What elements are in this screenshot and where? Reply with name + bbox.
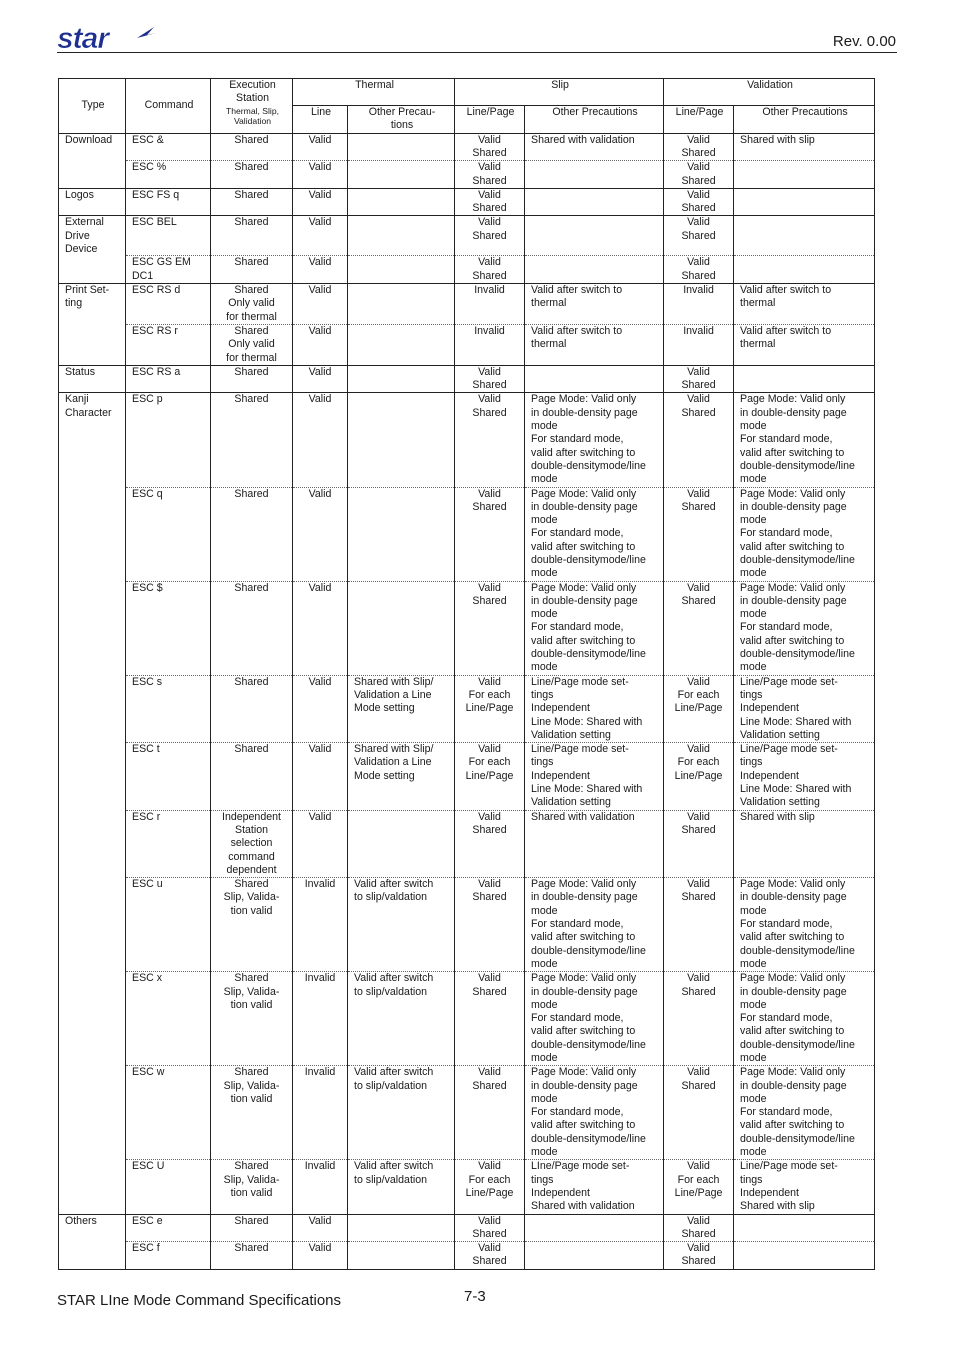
cell-cmd: ESC f xyxy=(126,1242,211,1270)
cell-slip-other xyxy=(525,256,664,284)
star-logo-text: star xyxy=(57,24,109,52)
cell-th-other xyxy=(348,365,455,393)
cell-type: Download xyxy=(59,133,126,188)
cell-slip-lp: Valid Shared xyxy=(455,256,525,284)
star-logo-swoosh xyxy=(137,27,156,38)
cell-th-other: Shared with Slip/ Validation a Line Mode setting xyxy=(348,675,455,742)
cell-val-lp: Valid Shared xyxy=(664,216,734,256)
cell-exec: Shared xyxy=(211,743,293,810)
cell-th-line: Valid xyxy=(293,188,348,216)
cell-cmd: ESC $ xyxy=(126,581,211,675)
table-row xyxy=(59,878,875,972)
cell-val-lp: Valid For each Line/Page xyxy=(664,743,734,810)
cell-exec: Shared xyxy=(211,365,293,393)
cell-slip-other: Page Mode: Valid only in double-density page mode For standard mode, valid after switching to double-densitymode/line mode xyxy=(525,878,664,972)
cell-exec: Shared Slip, Valida- tion valid xyxy=(211,972,293,1066)
cell-th-line: Valid xyxy=(293,487,348,581)
table-row xyxy=(59,324,875,365)
cell-th-line: Valid xyxy=(293,133,348,161)
cell-cmd: ESC t xyxy=(126,743,211,810)
cell-cmd: ESC x xyxy=(126,972,211,1066)
cell-slip-lp: Valid Shared xyxy=(455,1214,525,1242)
cell-cmd: ESC q xyxy=(126,487,211,581)
cell-th-line: Valid xyxy=(293,1214,348,1242)
cell-exec: Shared xyxy=(211,1242,293,1270)
table-row xyxy=(59,216,875,256)
header-execution-sub xyxy=(211,106,293,134)
cell-val-lp: Valid Shared xyxy=(664,810,734,877)
cell-exec: Independent Station selection command dependent xyxy=(211,810,293,877)
table-row xyxy=(59,365,875,393)
cell-slip-other xyxy=(525,161,664,189)
cell-slip-lp: Valid Shared xyxy=(455,810,525,877)
footer-page-number: 7-3 xyxy=(464,1288,486,1305)
cell-cmd: ESC w xyxy=(126,1066,211,1160)
cell-cmd: ESC u xyxy=(126,878,211,972)
cell-th-other xyxy=(348,1214,455,1242)
cell-cmd: ESC RS d xyxy=(126,284,211,325)
cell-th-other xyxy=(348,324,455,365)
cell-slip-lp: Valid Shared xyxy=(455,161,525,189)
cell-val-lp: Valid Shared xyxy=(664,878,734,972)
cell-exec: Shared Slip, Valida- tion valid xyxy=(211,1066,293,1160)
cell-type: Status xyxy=(59,365,126,393)
header-thermal-line: Line xyxy=(293,106,348,134)
cell-cmd: ESC U xyxy=(126,1160,211,1214)
cell-exec: Shared xyxy=(211,216,293,256)
cell-cmd: ESC & xyxy=(126,133,211,161)
cell-val-lp: Valid Shared xyxy=(664,161,734,189)
cell-val-lp: Valid Shared xyxy=(664,1242,734,1270)
cell-th-line: Invalid xyxy=(293,1066,348,1160)
cell-slip-other xyxy=(525,216,664,256)
cell-th-other xyxy=(348,1242,455,1270)
cell-exec: Shared xyxy=(211,675,293,742)
cell-th-other: Valid after switch to slip/valdation xyxy=(348,878,455,972)
table-header-row-1 xyxy=(59,79,875,106)
cell-slip-lp: Valid Shared xyxy=(455,216,525,256)
cell-slip-lp: Invalid xyxy=(455,284,525,325)
cell-exec: Shared xyxy=(211,188,293,216)
cell-slip-other: Valid after switch to thermal xyxy=(525,284,664,325)
cell-val-other: Valid after switch to thermal xyxy=(734,324,875,365)
cell-th-line: Valid xyxy=(293,284,348,325)
cell-th-other xyxy=(348,810,455,877)
footer-document-title: STAR LIne Mode Command Specifications xyxy=(57,1292,342,1309)
header-thermal-other: Other Precau- tions xyxy=(348,106,455,134)
cell-th-line: Valid xyxy=(293,216,348,256)
cell-slip-other: Page Mode: Valid only in double-density page mode For standard mode, valid after switching to double-densitymode/line mode xyxy=(525,1066,664,1160)
cell-th-other xyxy=(348,393,455,487)
cell-slip-other: Page Mode: Valid only in double-density page mode For standard mode, valid after switching to double-densitymode/line mode xyxy=(525,581,664,675)
table-row xyxy=(59,1066,875,1160)
cell-exec: Shared Only valid for thermal xyxy=(211,284,293,325)
cell-val-other: Line/Page mode set- tings Independent Line Mode: Shared with Validation setting xyxy=(734,743,875,810)
cell-val-other: Page Mode: Valid only in double-density page mode For standard mode, valid after switching to double-densitymode/line mode xyxy=(734,581,875,675)
cell-slip-other: Line/Page mode set- tings Independent Line Mode: Shared with Validation setting xyxy=(525,675,664,742)
table-row xyxy=(59,581,875,675)
header-thermal: Thermal xyxy=(293,79,455,106)
cell-cmd: ESC e xyxy=(126,1214,211,1242)
cell-val-other xyxy=(734,256,875,284)
cell-val-other: Line/Page mode set- tings Independent Line Mode: Shared with Validation setting xyxy=(734,675,875,742)
cell-th-line: Valid xyxy=(293,324,348,365)
cell-slip-lp: Valid Shared xyxy=(455,393,525,487)
cell-th-other: Valid after switch to slip/valdation xyxy=(348,972,455,1066)
table-row xyxy=(59,743,875,810)
cell-val-other: Page Mode: Valid only in double-density page mode For standard mode, valid after switching to double-densitymode/line mode xyxy=(734,878,875,972)
header-execution-station xyxy=(211,79,293,106)
cell-cmd: ESC GS EM DC1 xyxy=(126,256,211,284)
cell-th-other: Valid after switch to slip/valdation xyxy=(348,1160,455,1214)
cell-val-lp: Valid Shared xyxy=(664,393,734,487)
header-divider xyxy=(57,52,897,53)
cell-slip-lp: Valid Shared xyxy=(455,487,525,581)
cell-val-other xyxy=(734,216,875,256)
cell-th-line: Invalid xyxy=(293,1160,348,1214)
cell-th-line: Valid xyxy=(293,743,348,810)
cell-exec: Shared xyxy=(211,133,293,161)
cell-val-lp: Valid Shared xyxy=(664,256,734,284)
cell-val-lp: Valid Shared xyxy=(664,581,734,675)
cell-th-other xyxy=(348,216,455,256)
cell-val-other: Page Mode: Valid only in double-density page mode For standard mode, valid after switching to double-densitymode/line mode xyxy=(734,1066,875,1160)
table-row xyxy=(59,972,875,1066)
cell-slip-lp: Valid For each Line/Page xyxy=(455,743,525,810)
cell-val-lp: Valid Shared xyxy=(664,188,734,216)
cell-val-other: Line/Page mode set- tings Independent Shared with slip xyxy=(734,1160,875,1214)
cell-val-other xyxy=(734,365,875,393)
cell-val-other: Shared with slip xyxy=(734,133,875,161)
cell-th-other xyxy=(348,256,455,284)
cell-val-other xyxy=(734,1214,875,1242)
cell-slip-lp: Valid Shared xyxy=(455,878,525,972)
cell-val-other xyxy=(734,1242,875,1270)
cell-cmd: ESC s xyxy=(126,675,211,742)
header-command: Command xyxy=(126,79,211,134)
cell-cmd: ESC FS q xyxy=(126,188,211,216)
cell-th-line: Invalid xyxy=(293,878,348,972)
header-execution-sub-label: Thermal, Slip, Validation xyxy=(225,105,279,126)
cell-val-other: Page Mode: Valid only in double-density page mode For standard mode, valid after switching to double-densitymode/line mode xyxy=(734,393,875,487)
cell-exec: Shared xyxy=(211,256,293,284)
table-row xyxy=(59,1214,875,1242)
cell-th-line: Valid xyxy=(293,810,348,877)
header-slip: Slip xyxy=(455,79,664,106)
cell-type: Logos xyxy=(59,188,126,216)
cell-slip-other xyxy=(525,1214,664,1242)
cell-th-other xyxy=(348,581,455,675)
cell-val-lp: Invalid xyxy=(664,324,734,365)
star-logo xyxy=(57,24,157,52)
cell-val-lp: Valid Shared xyxy=(664,365,734,393)
table-row xyxy=(59,1242,875,1270)
cell-slip-lp: Valid Shared xyxy=(455,365,525,393)
cell-exec: Shared xyxy=(211,393,293,487)
cell-exec: Shared xyxy=(211,581,293,675)
cell-th-other xyxy=(348,188,455,216)
header-validation: Validation xyxy=(664,79,875,106)
cell-slip-other: Page Mode: Valid only in double-density page mode For standard mode, valid after switching to double-densitymode/line mode xyxy=(525,972,664,1066)
cell-slip-other: LIne/Page mode set- tings Independent Shared with validation xyxy=(525,1160,664,1214)
table-row xyxy=(59,161,875,189)
cell-slip-lp: Valid For each Line/Page xyxy=(455,1160,525,1214)
header-slip-line-page: Line/Page xyxy=(455,106,525,134)
cell-slip-other: Line/Page mode set- tings Independent Line Mode: Shared with Validation setting xyxy=(525,743,664,810)
cell-th-other xyxy=(348,487,455,581)
cell-slip-lp: Valid Shared xyxy=(455,972,525,1066)
cell-th-line: Invalid xyxy=(293,972,348,1066)
cell-exec: Shared Slip, Valida- tion valid xyxy=(211,1160,293,1214)
cell-th-line: Valid xyxy=(293,675,348,742)
cell-th-other xyxy=(348,284,455,325)
cell-th-line: Valid xyxy=(293,256,348,284)
table-row xyxy=(59,393,875,487)
header-type: Type xyxy=(59,79,126,134)
cell-val-other: Valid after switch to thermal xyxy=(734,284,875,325)
cell-val-lp: Invalid xyxy=(664,284,734,325)
cell-cmd: ESC BEL xyxy=(126,216,211,256)
cell-slip-other xyxy=(525,188,664,216)
cell-th-line: Valid xyxy=(293,365,348,393)
cell-val-other: Page Mode: Valid only in double-density page mode For standard mode, valid after switching to double-densitymode/line mode xyxy=(734,487,875,581)
cell-th-other: Valid after switch to slip/valdation xyxy=(348,1066,455,1160)
cell-val-other xyxy=(734,161,875,189)
table-row xyxy=(59,188,875,216)
cell-val-lp: Valid Shared xyxy=(664,972,734,1066)
cell-slip-other xyxy=(525,365,664,393)
cell-slip-other: Page Mode: Valid only in double-density page mode For standard mode, valid after switching to double-densitymode/line mode xyxy=(525,393,664,487)
cell-slip-lp: Valid Shared xyxy=(455,133,525,161)
cell-th-line: Valid xyxy=(293,581,348,675)
revision-label: Rev. 0.00 xyxy=(832,33,896,50)
table-row xyxy=(59,810,875,877)
cell-slip-other: Page Mode: Valid only in double-density page mode For standard mode, valid after switching to double-densitymode/line mode xyxy=(525,487,664,581)
cell-type: Kanji Character xyxy=(59,393,126,1214)
cell-cmd: ESC RS r xyxy=(126,324,211,365)
cell-type: External Drive Device xyxy=(59,216,126,284)
cell-slip-other xyxy=(525,1242,664,1270)
header-execution-station-label: Execution Station xyxy=(229,79,276,105)
cell-val-other xyxy=(734,188,875,216)
cell-cmd: ESC % xyxy=(126,161,211,189)
cell-th-line: Valid xyxy=(293,161,348,189)
cell-slip-other: Shared with validation xyxy=(525,133,664,161)
cell-exec: Shared xyxy=(211,487,293,581)
table-row xyxy=(59,487,875,581)
command-station-table xyxy=(58,78,875,1270)
cell-val-lp: Valid Shared xyxy=(664,133,734,161)
cell-th-other xyxy=(348,161,455,189)
cell-exec: Shared xyxy=(211,1214,293,1242)
cell-exec: Shared xyxy=(211,161,293,189)
table-row xyxy=(59,256,875,284)
cell-val-lp: Valid Shared xyxy=(664,1214,734,1242)
cell-val-lp: Valid For each Line/Page xyxy=(664,1160,734,1214)
cell-val-lp: Valid Shared xyxy=(664,487,734,581)
cell-val-other: Page Mode: Valid only in double-density page mode For standard mode, valid after switching to double-densitymode/line mode xyxy=(734,972,875,1066)
cell-val-lp: Valid For each Line/Page xyxy=(664,675,734,742)
cell-slip-lp: Valid Shared xyxy=(455,188,525,216)
cell-slip-lp: Invalid xyxy=(455,324,525,365)
header-validation-line-page: Line/Page xyxy=(664,106,734,134)
cell-slip-lp: Valid Shared xyxy=(455,581,525,675)
header-slip-other: Other Precautions xyxy=(525,106,664,134)
cell-type: Print Set- ting xyxy=(59,284,126,366)
cell-val-lp: Valid Shared xyxy=(664,1066,734,1160)
cell-slip-lp: Valid Shared xyxy=(455,1242,525,1270)
cell-slip-other: Shared with validation xyxy=(525,810,664,877)
cell-th-line: Valid xyxy=(293,393,348,487)
cell-slip-lp: Valid Shared xyxy=(455,1066,525,1160)
cell-slip-lp: Valid For each Line/Page xyxy=(455,675,525,742)
cell-th-other: Shared with Slip/ Validation a Line Mode setting xyxy=(348,743,455,810)
cell-cmd: ESC RS a xyxy=(126,365,211,393)
table-row xyxy=(59,133,875,161)
table-row xyxy=(59,675,875,742)
cell-th-line: Valid xyxy=(293,1242,348,1270)
cell-cmd: ESC r xyxy=(126,810,211,877)
cell-slip-other: Valid after switch to thermal xyxy=(525,324,664,365)
cell-th-other xyxy=(348,133,455,161)
cell-val-other: Shared with slip xyxy=(734,810,875,877)
table-row xyxy=(59,284,875,325)
cell-exec: Shared Only valid for thermal xyxy=(211,324,293,365)
header-validation-other: Other Precautions xyxy=(734,106,875,134)
cell-type: Others xyxy=(59,1214,126,1269)
table-row xyxy=(59,1160,875,1214)
cell-exec: Shared Slip, Valida- tion valid xyxy=(211,878,293,972)
cell-cmd: ESC p xyxy=(126,393,211,487)
